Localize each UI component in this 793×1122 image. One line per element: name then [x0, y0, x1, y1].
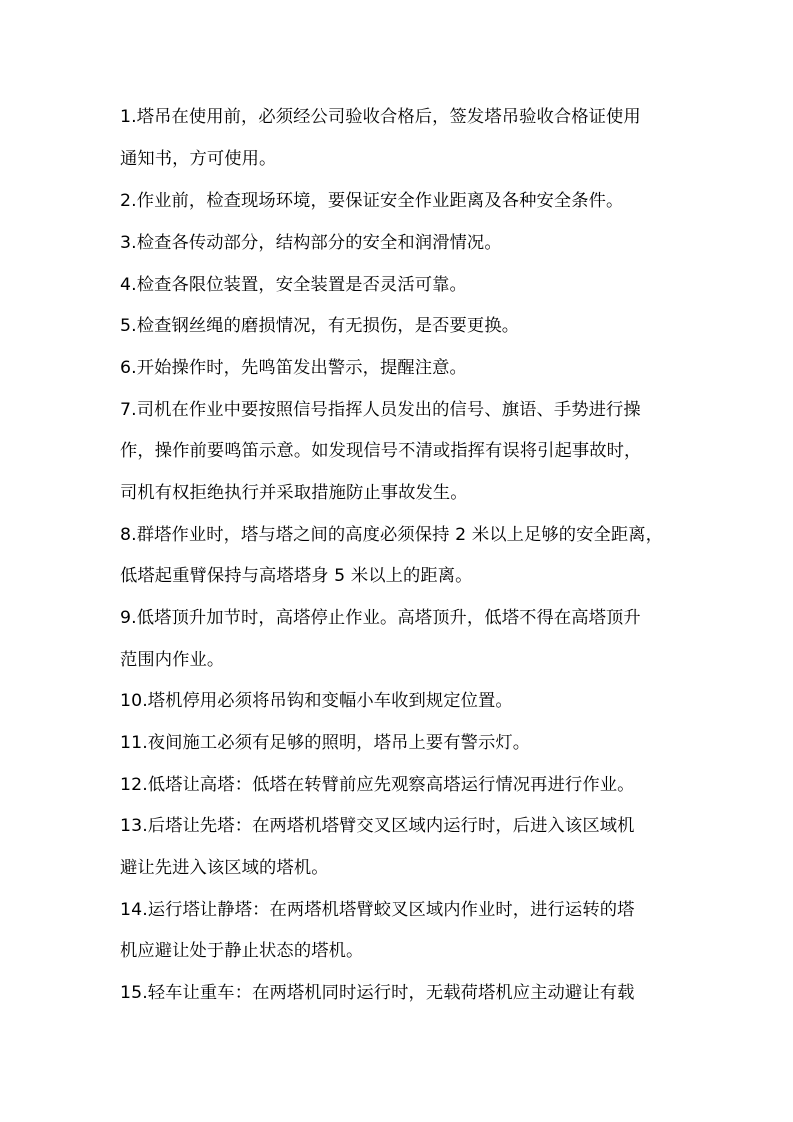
text-line: 11.夜间施工必须有足够的照明，塔吊上要有警示灯。	[120, 733, 531, 753]
text-line: 作，操作前要鸣笛示意。如发现信号不清或指挥有误将引起事故时，	[120, 441, 642, 461]
text-line: 避让先进入该区域的塔机。	[120, 858, 329, 878]
text-line: 14.运行塔让静塔：在两塔机塔臂蛟叉区域内作业时，进行运转的塔	[120, 900, 635, 920]
text-line: 6.开始操作时，先鸣笛发出警示，提醒注意。	[120, 358, 467, 378]
text-line: 8.群塔作业时，塔与塔之间的高度必须保持 2 米以上足够的安全距离，	[120, 525, 664, 545]
text-line: 7.司机在作业中要按照信号指挥人员发出的信号、旗语、手势进行操	[120, 400, 641, 420]
text-line: 15.轻车让重车：在两塔机同时运行时，无载荷塔机应主动避让有载	[120, 983, 635, 1003]
text-line: 13.后塔让先塔：在两塔机塔臂交叉区域内运行时，后进入该区域机	[120, 816, 635, 836]
text-line: 3.检查各传动部分，结构部分的安全和润滑情况。	[120, 233, 502, 253]
text-line: 5.检查钢丝绳的磨损情况，有无损伤，是否要更换。	[120, 316, 520, 336]
text-line: 10.塔机停用必须将吊钩和变幅小车收到规定位置。	[120, 691, 513, 711]
text-line: 低塔起重臂保持与高塔塔身 5 米以上的距离。	[120, 566, 473, 586]
text-line: 司机有权拒绝执行并采取措施防止事故发生。	[120, 483, 468, 503]
text-line: 机应避让处于静止状态的塔机。	[120, 941, 364, 961]
text-line: 2.作业前，检查现场环境，要保证安全作业距离及各种安全条件。	[120, 191, 624, 211]
text-line: 通知书，方可使用。	[120, 149, 277, 169]
text-line: 9.低塔顶升加节时，高塔停止作业。高塔顶升，低塔不得在高塔顶升	[120, 608, 641, 628]
text-line: 1.塔吊在使用前，必须经公司验收合格后，签发塔吊验收合格证使用	[120, 107, 641, 127]
text-line: 4.检查各限位装置，安全装置是否灵活可靠。	[120, 275, 467, 295]
text-line: 12.低塔让高塔：低塔在转臂前应先观察高塔运行情况再进行作业。	[120, 775, 635, 795]
text-line: 范围内作业。	[120, 650, 225, 670]
